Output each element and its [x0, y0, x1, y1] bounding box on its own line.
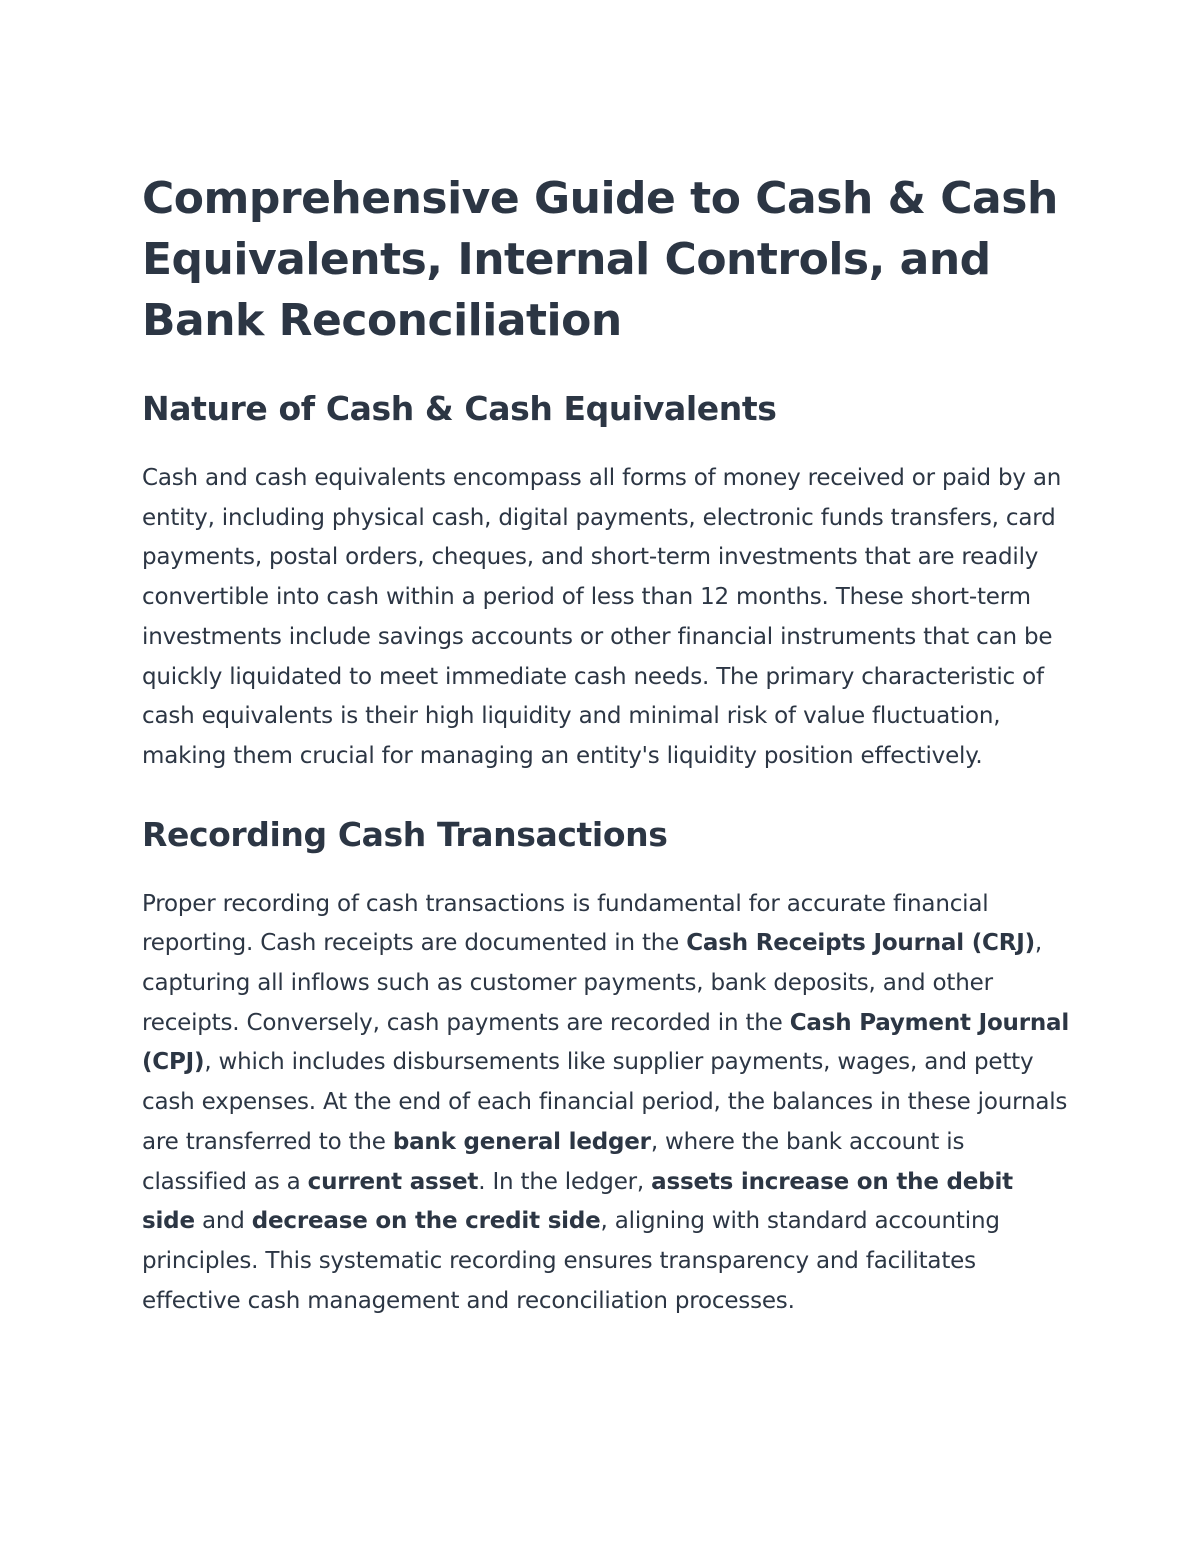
bold-term: Cash Payment Journal (CPJ): [142, 1009, 1070, 1076]
bold-term: Cash Receipts Journal (CRJ): [686, 930, 1035, 957]
text-run: , which includes disbursements like supplier payments, wages, and petty cash expenses. At the end of each financial period, the balances in these journals are transferred to the: [142, 1049, 1068, 1155]
text-run: and: [194, 1208, 252, 1235]
text-run: , where the bank account is classified as a: [142, 1128, 965, 1195]
section-paragraph-recording: [142, 885, 1072, 1322]
bold-term: current asset: [307, 1168, 479, 1195]
text-run: . In the ledger,: [478, 1168, 652, 1195]
bold-term: assets increase on the debit side: [142, 1168, 1013, 1235]
text-run: Proper recording of cash transactions is fundamental for accurate financial reporting. Cash receipts are documented in the: [142, 890, 989, 957]
document-page: [142, 168, 1072, 1321]
bold-term: decrease on the credit side: [251, 1208, 601, 1235]
text-run: , capturing all inflows such as customer payments, bank deposits, and other receipts. Conversely, cash payments are recorded in the: [142, 930, 1043, 1036]
section-heading-nature: Nature of Cash & Cash Equivalents: [142, 389, 777, 428]
document-title: Comprehensive Guide to Cash & Cash Equivalents, Internal Controls, and Bank Reconciliation: [142, 173, 1058, 346]
bold-term: bank general ledger: [392, 1128, 651, 1155]
section-paragraph-nature: Cash and cash equivalents encompass all forms of money received or paid by an entity, including physical cash, digital payments, electronic funds transfers, card payments, postal orders, cheques, and short-term investments that are readily convertible into cash within a period of less than 12 months. These short-term investments include savings accounts or other financial instruments that can be quickly liquidated to meet immediate cash needs. The primary characteristic of cash equivalents is their high liquidity and minimal risk of value fluctuation, making them crucial for managing an entity's liquidity position effectively.: [142, 465, 1062, 769]
section-heading-recording: Recording Cash Transactions: [142, 814, 668, 854]
text-run: , aligning with standard accounting principles. This systematic recording ensures transparency and facilitates effective cash management and reconciliation processes.: [142, 1208, 1000, 1314]
